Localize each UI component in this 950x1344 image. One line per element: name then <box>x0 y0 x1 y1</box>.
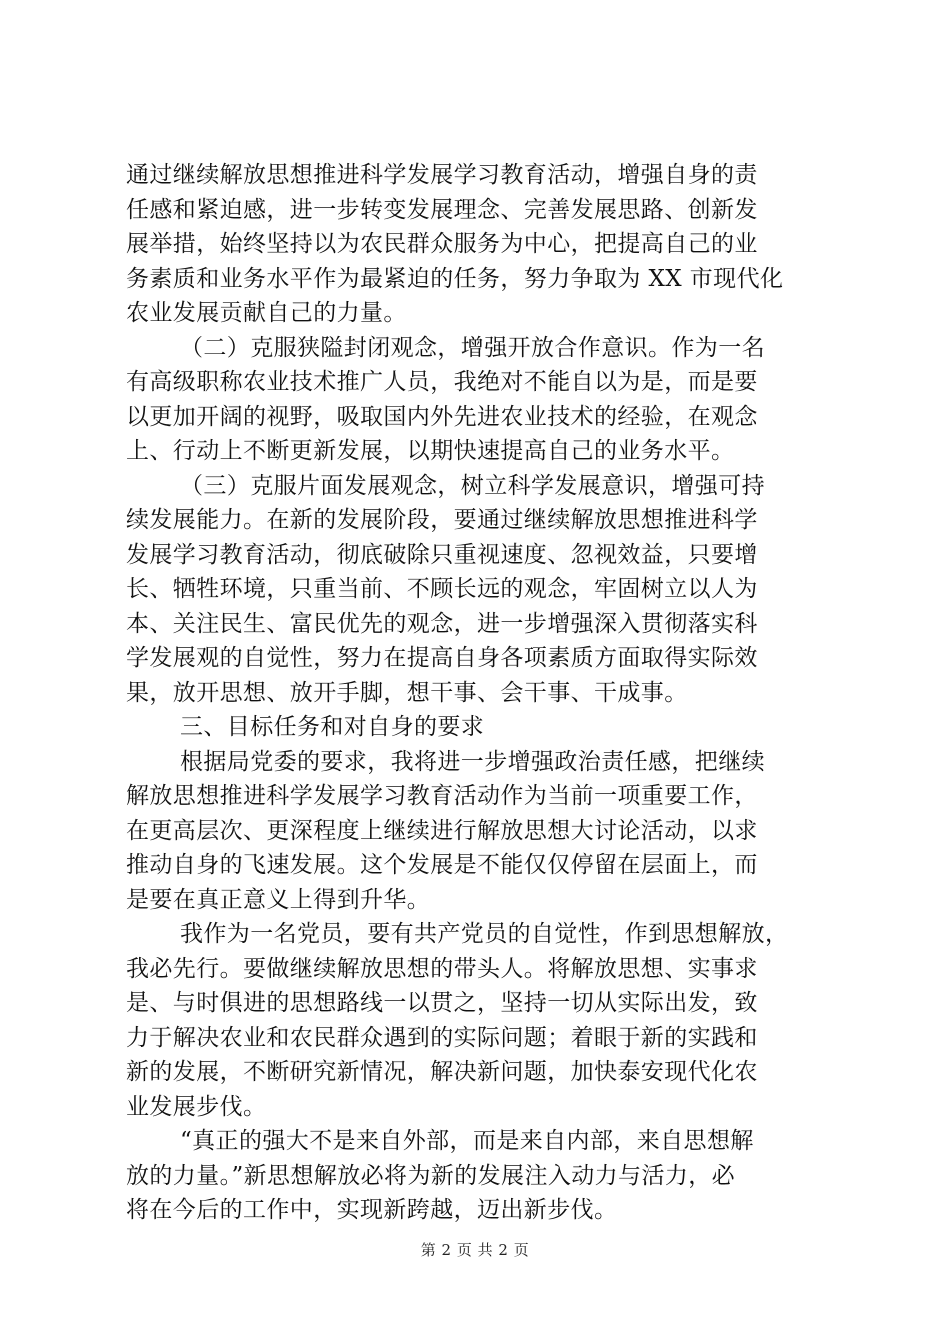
text-line: 通过继续解放思想推进科学发展学习教育活动，增强自身的责 <box>126 162 758 188</box>
text-line: 农业发展贡献自己的力量。 <box>126 300 407 326</box>
text-line: 任感和紧迫感，进一步转变发展理念、完善发展思路、创新发 <box>126 196 758 223</box>
page-footer: 第 2 页 共 2 页 <box>420 1241 530 1259</box>
text-line: 将在今后的工作中，实现新跨越，迈出新步伐。 <box>126 1197 618 1223</box>
text-line: 根据局党委的要求，我将进一步增强政治责任感，把继续 <box>180 748 765 775</box>
text-line: 续发展能力。在新的发展阶段，要通过继续解放思想推进科学 <box>126 507 758 533</box>
document-body <box>126 158 826 1228</box>
text-line: 是要在真正意义上得到升华。 <box>126 886 431 913</box>
text-line: 我必先行。要做继续解放思想的带头人。将解放思想、实事求 <box>126 955 758 982</box>
text-line: 业发展步伐。 <box>126 1093 267 1120</box>
text-line: 有高级职称农业技术推广人员，我绝对不能自以为是，而是要 <box>126 369 758 395</box>
text-line: 以更加开阔的视野，吸取国内外先进农业技术的经验，在观念 <box>126 403 758 430</box>
text-line: 我作为一名党员，要有共产党员的自觉性，作到思想解放， <box>180 921 789 947</box>
text-line: 解放思想推进科学发展学习教育活动作为当前一项重要工作， <box>126 783 758 809</box>
text-line: 学发展观的自觉性，努力在提高自身各项素质方面取得实际效 <box>126 645 758 671</box>
text-line: 力于解决农业和农民群众遇到的实际问题；着眼于新的实践和 <box>126 1024 758 1051</box>
text-line: 新的发展，不断研究新情况，解决新问题，加快泰安现代化农 <box>126 1059 758 1085</box>
text-line: 是、与时俱进的思想路线一以贯之，坚持一切从实际出发，致 <box>126 990 758 1016</box>
text-line: 推动自身的飞速发展。这个发展是不能仅仅停留在层面上，而 <box>126 852 758 878</box>
text-line: 本、关注民生、富民优先的观念，进一步增强深入贯彻落实科 <box>126 610 758 637</box>
text-line: （二）克服狭隘封闭观念，增强开放合作意识。作为一名 <box>180 334 765 361</box>
text-line: （三）克服片面发展观念，树立科学发展意识，增强可持 <box>180 472 765 499</box>
text-line: 展举措，始终坚持以为农民群众服务为中心，把提高自己的业 <box>126 231 758 257</box>
text-line: “真正的强大不是来自外部，而是来自内部，来自思想解 <box>180 1128 754 1154</box>
text-line: 果，放开思想、放开手脚，想干事、会干事、干成事。 <box>126 679 688 706</box>
text-line: 长、牺牲环境，只重当前、不顾长远的观念，牢固树立以人为 <box>126 576 758 602</box>
text-line: 在更高层次、更深程度上继续进行解放思想大讨论活动，以求 <box>126 817 758 844</box>
text-line: 发展学习教育活动，彻底破除只重视速度、忽视效益，只要增 <box>126 541 758 568</box>
text-line: 放的力量。”新思想解放必将为新的发展注入动力与活力，必 <box>126 1162 736 1189</box>
text-line: 务素质和业务水平作为最紧迫的任务，努力争取为 XX 市现代化 <box>126 265 784 292</box>
text-line: 三、目标任务和对自身的要求 <box>180 714 485 740</box>
text-line: 上、行动上不断更新发展，以期快速提高自己的业务水平。 <box>126 438 735 464</box>
